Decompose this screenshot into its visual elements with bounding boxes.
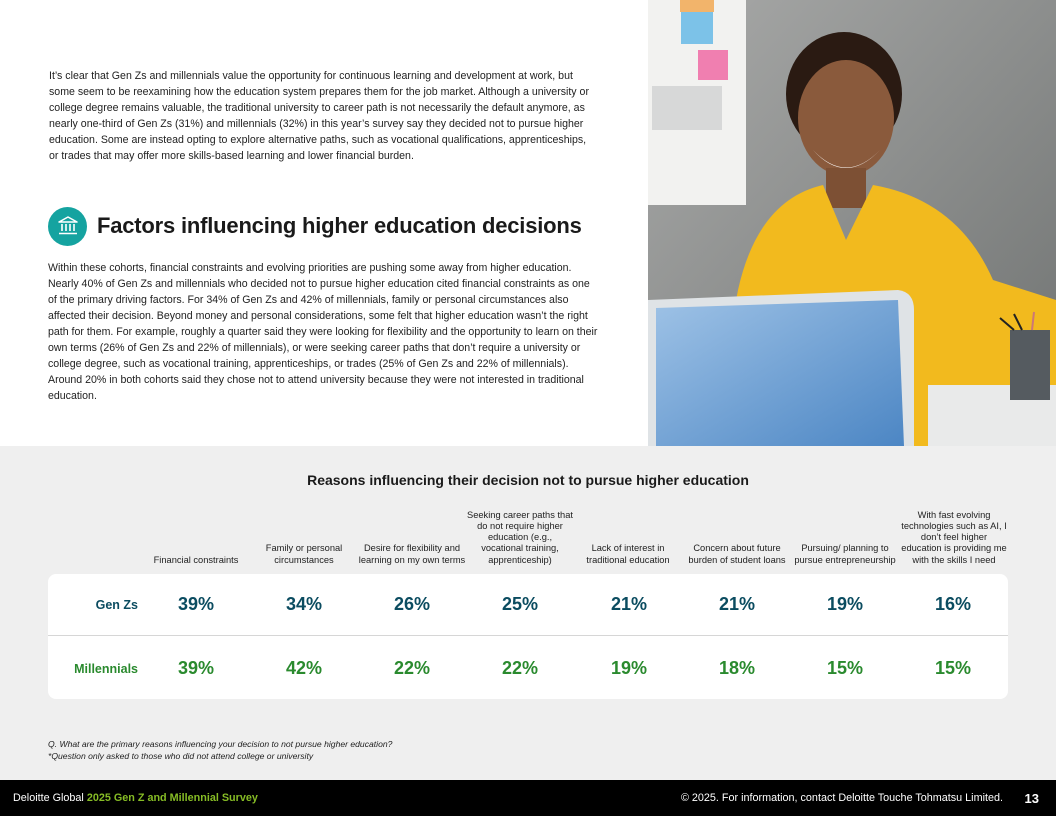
table-cell: 42% xyxy=(285,658,323,678)
row-label-millennials: Millennials xyxy=(74,662,138,676)
column-header: Pursuing/ planning to pursue entrepreneurship xyxy=(794,543,896,565)
table-cell: 16% xyxy=(934,594,972,614)
table-cell: 25% xyxy=(501,594,539,614)
footer-copyright: © 2025. For information, contact Deloitte Touche Tohmatsu Limited. xyxy=(680,792,1003,804)
page-footer xyxy=(0,780,1056,816)
footnote-question: Q. What are the primary reasons influencing your decision to not pursue higher education? xyxy=(48,739,393,749)
section-paragraph: Within these cohorts, financial constraints and evolving priorities are pushing some away from higher education. Nearly 40% of Gen Zs and millennials who decided not to pursue higher education cited financial constraints as one of the primary driving factors. For 34% of Gen Zs and 42% of millennials, family or personal circumstances also affected their decision. Beyond money and personal considerations, some felt that higher education wasn’t the right path for them. For example, roughly a quarter said they were looking for flexibility and the opportunity to learn on their own terms (26% of Gen Zs and 22% of millennials), or were seeking career paths that don’t require a university or college degree, such as vocational training, apprenticeships, or trades (25% of Gen Zs and 22% of millennials). Around 20% in both cohorts said they chose not to attend university because they were not interested in traditional education. xyxy=(48,262,598,402)
footnote-note: *Question only asked to those who did not attend college or university xyxy=(48,751,314,761)
column-header: Concern about future burden of student loans xyxy=(688,543,786,565)
university-building-icon xyxy=(48,207,87,246)
table-cell: 39% xyxy=(177,594,215,614)
table-cell: 39% xyxy=(177,658,215,678)
footer-title xyxy=(13,792,258,804)
footer-brand: Deloitte Global xyxy=(13,792,84,804)
footer-survey-name: 2025 Gen Z and Millennial Survey xyxy=(86,792,258,804)
section-heading xyxy=(48,206,582,246)
table-cell: 22% xyxy=(501,658,539,678)
column-header: Financial constraints xyxy=(153,554,239,565)
row-divider xyxy=(48,635,1008,636)
student-photo xyxy=(648,0,1056,446)
table-cell: 15% xyxy=(826,658,864,678)
column-header: With fast evolving technologies such as AI, I don’t feel higher education is providing me with the skills I need xyxy=(901,509,1007,565)
table-cell: 15% xyxy=(934,658,972,678)
intro-paragraph: It’s clear that Gen Zs and millennials value the opportunity for continuous learning and development at work, but some seem to be reexamining how the education system prepares them for the job market. Although a university or college degree remains valuable, the traditional university to career path is not necessarily the default anymore, as nearly one-third of Gen Zs (31%) and millennials (32%) in this year’s survey say they decided not to pursue higher education. Some are instead opting to explore alternative paths, such as vocational qualifications, apprenticeships, or trades that may offer more skills-based learning and lower financial burden. xyxy=(49,70,589,162)
table-cell: 21% xyxy=(718,594,756,614)
column-header: Family or personal circumstances xyxy=(265,543,343,565)
table-cell: 18% xyxy=(718,658,756,678)
table-cell: 26% xyxy=(393,594,431,614)
table-cell: 21% xyxy=(610,594,648,614)
page-number: 13 xyxy=(1024,791,1039,806)
column-header: Seeking career paths that do not require higher education (e.g., vocational training, apprenticeship) xyxy=(467,509,573,565)
column-header: Desire for flexibility and learning on my own terms xyxy=(358,543,466,565)
row-label-gen-z: Gen Zs xyxy=(95,598,138,612)
results-table xyxy=(48,574,1008,699)
column-header: Lack of interest in traditional education xyxy=(586,543,670,565)
chart-section xyxy=(0,446,1056,780)
table-cell: 22% xyxy=(393,658,431,678)
footnote xyxy=(48,738,392,762)
section-title: Factors influencing higher education decisions xyxy=(97,213,582,238)
table-cell: 19% xyxy=(826,594,864,614)
table-cell: 19% xyxy=(610,658,648,678)
chart-title: Reasons influencing their decision not to pursue higher education xyxy=(307,472,749,488)
table-cell: 34% xyxy=(285,594,323,614)
